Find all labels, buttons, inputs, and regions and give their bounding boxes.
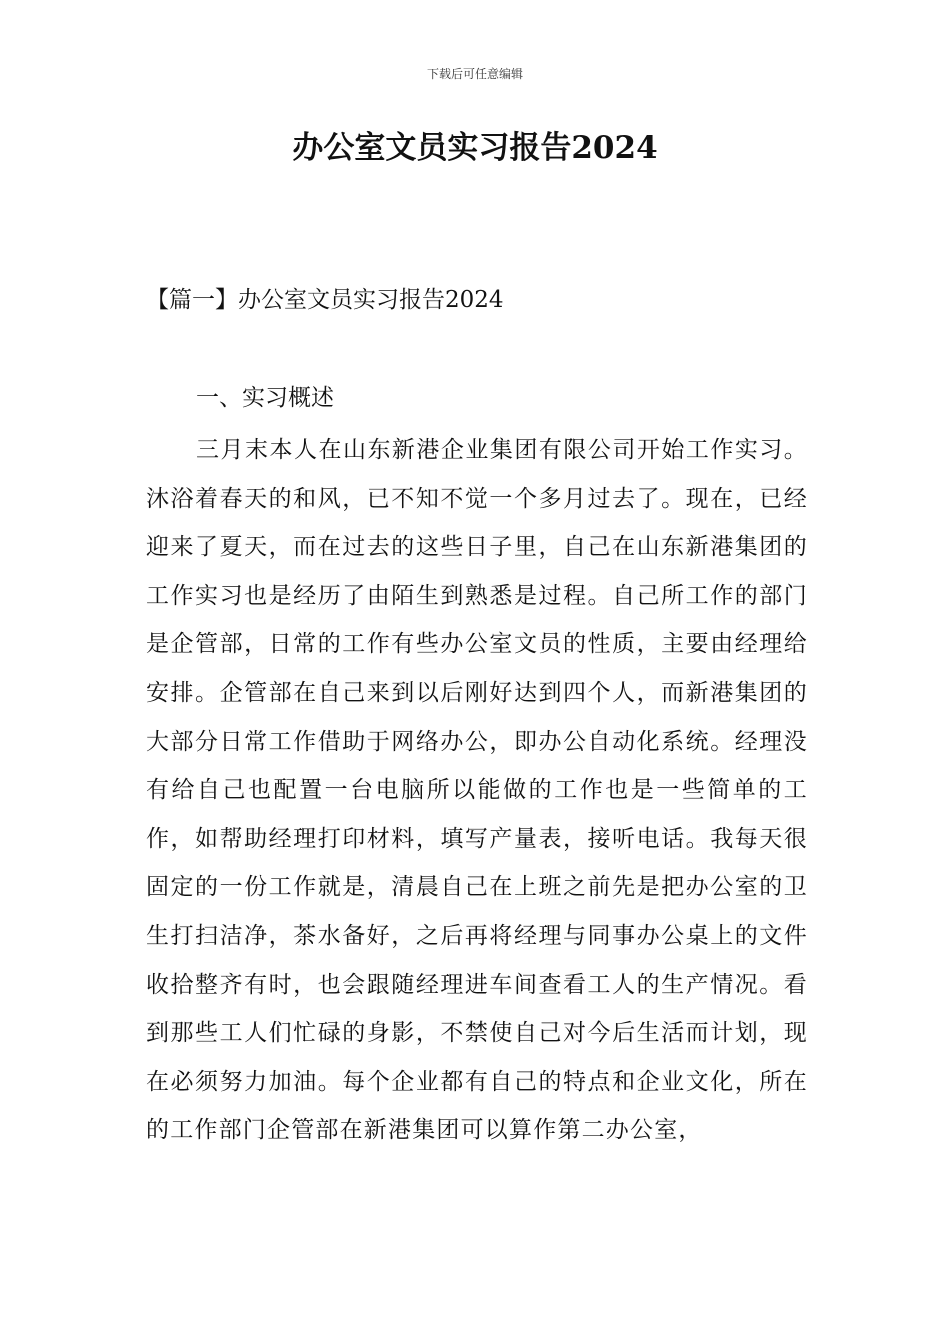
section-heading: 【篇一】办公室文员实习报告2024 xyxy=(146,287,504,313)
body-paragraph: 三月末本人在山东新港企业集团有限公司开始工作实习。沐浴着春天的和风，已不知不觉一个多月过去了。现在，已经迎来了夏天，而在过去的这些日子里，自己在山东新港集团的工作实习也是经历了由陌生到熟悉是过程。自己所工作的部门是企管部，日常的工作有些办公室文员的性质，主要由经理给安排。企管部在自己来到以后刚好达到四个人，而新港集团的大部分日常工作借助于网络办公，即办公自动化系统。经理没有给自己也配置一台电脑所以能做的工作也是一些简单的工作，如帮助经理打印材料，填写产量表，接听电话。我每天很固定的一份工作就是，清晨自己在上班之前先是把办公室的卫生打扫洁净，茶水备好，之后再将经理与同事办公桌上的文件收拾整齐有时，也会跟随经理进车间查看工人的生产情况。看到那些工人们忙碌的身影，不禁使自己对今后生活而计划，现在必须努力加油。每个企业都有自己的特点和企业文化，所在的工作部门企管部在新港集团可以算作第二办公室， xyxy=(146,437,808,1144)
document-title: 办公室文员实习报告2024 xyxy=(292,130,658,166)
subheading-overview: 一、实习概述 xyxy=(196,385,334,411)
header-note: 下载后可任意编辑 xyxy=(426,67,523,81)
